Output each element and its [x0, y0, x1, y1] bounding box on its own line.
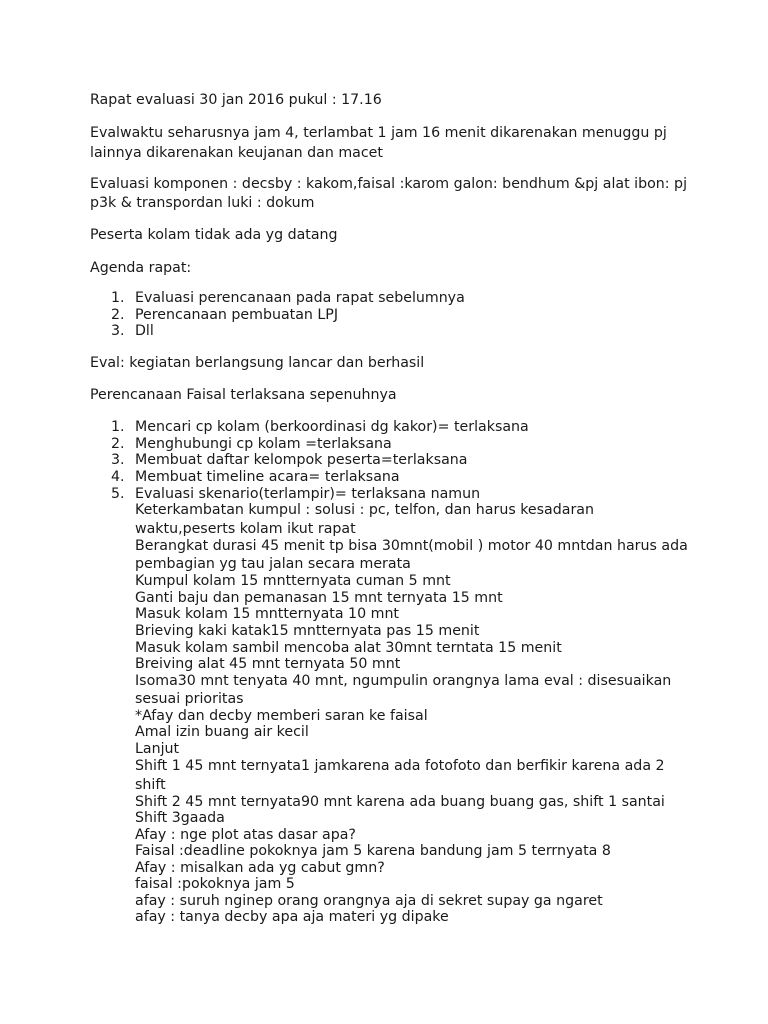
evalwaktu-line-2: lainnya dikarenakan keujanan dan macet — [90, 145, 383, 161]
peserta-line: Peserta kolam tidak ada yg datang — [90, 227, 338, 243]
evalwaktu-line-1: Evalwaktu seharusnya jam 4, terlambat 1 jam 16 menit dikarenakan menuggu pj — [90, 125, 667, 141]
agenda-item-text: Dll — [135, 323, 154, 339]
note-line: Breiving alat 45 mnt ternyata 50 mnt — [135, 656, 401, 672]
note-line: Afay : misalkan ada yg cabut gmn? — [135, 860, 385, 876]
note-line: Shift 3gaada — [135, 810, 225, 826]
evaluasi-komponen-line-2: p3k & transpordan luki : dokum — [90, 195, 315, 211]
note-line: Berangkat durasi 45 menit tp bisa 30mnt(mobil ) motor 40 mntdan harus ada — [135, 538, 688, 554]
note-line: sesuai prioritas — [135, 691, 244, 707]
note-line: Amal izin buang air kecil — [135, 724, 309, 740]
note-line: Masuk kolam sambil mencoba alat 30mnt terntata 15 menit — [135, 640, 562, 656]
perencanaan-heading: Perencanaan Faisal terlaksana sepenuhnya — [90, 387, 397, 403]
perencanaan-item-text: Menghubungi cp kolam =terlaksana — [135, 436, 392, 452]
note-line: shift — [135, 777, 166, 793]
note-line: Afay : nge plot atas dasar apa? — [135, 827, 356, 843]
perencanaan-item-number: 2. — [111, 436, 125, 452]
note-line: *Afay dan decby memberi saran ke faisal — [135, 708, 428, 724]
note-line: waktu,peserts kolam ikut rapat — [135, 521, 356, 537]
perencanaan-item-number: 3. — [111, 452, 125, 468]
note-line: Shift 1 45 mnt ternyata1 jamkarena ada fotofoto dan berfikir karena ada 2 — [135, 758, 665, 774]
perencanaan-item-text: Mencari cp kolam (berkoordinasi dg kakor)= terlaksana — [135, 419, 529, 435]
note-line: afay : tanya decby apa aja materi yg dipake — [135, 909, 449, 925]
note-line: faisal :pokoknya jam 5 — [135, 876, 295, 892]
perencanaan-item-text: Evaluasi skenario(terlampir)= terlaksana namun — [135, 486, 481, 502]
note-line: pembagian yg tau jalan secara merata — [135, 556, 411, 572]
note-line: Shift 2 45 mnt ternyata90 mnt karena ada buang buang gas, shift 1 santai — [135, 794, 665, 810]
note-line: Masuk kolam 15 mntternyata 10 mnt — [135, 606, 399, 622]
note-line: Faisal :deadline pokoknya jam 5 karena bandung jam 5 terrnyata 8 — [135, 843, 611, 859]
evaluasi-komponen-line-1: Evaluasi komponen : decsby : kakom,faisal :karom galon: bendhum &pj alat ibon: pj — [90, 176, 688, 192]
note-line: Isoma30 mnt tenyata 40 mnt, ngumpulin orangnya lama eval : disesuaikan — [135, 673, 672, 689]
note-line: afay : suruh nginep orang orangnya aja di sekret supay ga ngaret — [135, 893, 603, 909]
perencanaan-item-number: 4. — [111, 469, 125, 485]
meeting-title: Rapat evaluasi 30 jan 2016 pukul : 17.16 — [90, 92, 382, 108]
agenda-heading: Agenda rapat: — [90, 260, 192, 276]
perencanaan-item-text: Membuat daftar kelompok peserta=terlaksana — [135, 452, 468, 468]
agenda-item-text: Evaluasi perencanaan pada rapat sebelumnya — [135, 290, 465, 306]
note-line: Keterkambatan kumpul : solusi : pc, telfon, dan harus kesadaran — [135, 502, 594, 518]
perencanaan-item-number: 1. — [111, 419, 125, 435]
eval-line: Eval: kegiatan berlangsung lancar dan berhasil — [90, 355, 425, 371]
agenda-item-text: Perencanaan pembuatan LPJ — [135, 307, 339, 323]
perencanaan-item-number: 5. — [111, 486, 125, 502]
agenda-item-number: 2. — [111, 307, 125, 323]
agenda-item-number: 1. — [111, 290, 125, 306]
perencanaan-item-text: Membuat timeline acara= terlaksana — [135, 469, 400, 485]
note-line: Ganti baju dan pemanasan 15 mnt ternyata 15 mnt — [135, 590, 503, 606]
note-line: Lanjut — [135, 741, 180, 757]
agenda-item-number: 3. — [111, 323, 125, 339]
note-line: Kumpul kolam 15 mntternyata cuman 5 mnt — [135, 573, 451, 589]
note-line: Brieving kaki katak15 mntternyata pas 15 menit — [135, 623, 480, 639]
